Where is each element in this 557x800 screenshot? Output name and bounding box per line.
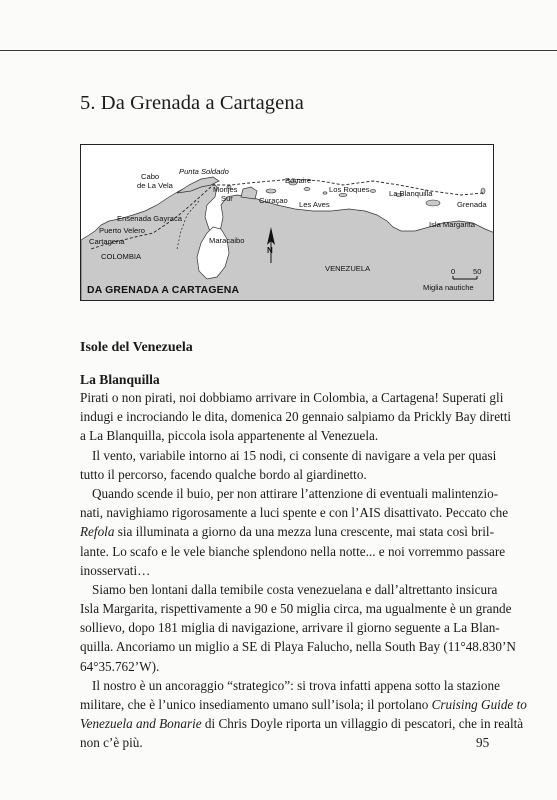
body-line: non c’è più. (80, 735, 143, 751)
scale-unit-label: Miglia nautiche (423, 283, 474, 292)
section-heading: Isole del Venezuela (80, 340, 193, 355)
body-line: Il vento, variabile intorno ai 15 nodi, ci consente di navigare a vela per quasi (92, 447, 497, 463)
map-label-grenada: Grenada (457, 200, 487, 209)
map-label-ensenada-gayraca: Ensenada Gayraca (117, 214, 183, 223)
header-rule (0, 50, 557, 51)
body-line-fragment: sia illuminata a giorno da una mezza luna crescente, mai stata così bril- (117, 524, 494, 540)
body-line: Quando scende il buio, per non attirare l’attenzione di eventuali malintenzio- (92, 485, 499, 501)
body-line: sollievo, dopo 181 miglia di navigazione, arrivare il giorno seguente a La Blan- (80, 620, 500, 636)
guide-title-part1: Cruising Guide to (431, 697, 527, 712)
subheading: La Blanquilla (80, 372, 160, 387)
scale-end-label: 50 (473, 267, 482, 276)
scale-start-label: 0 (451, 267, 456, 276)
route-map-drawing (81, 145, 494, 301)
body-line: Pirati o non pirati, noi dobbiamo arrivare in Colombia, a Cartagena! Superati gli (80, 390, 504, 405)
map-label-punta-soldado: Punta Soldado (179, 167, 229, 176)
map-label-isla-margarita: Isla Margarita (429, 220, 476, 229)
body-line-fragment: di Chris Doyle riporta un villaggio di pescatori, che in realtà (204, 716, 524, 732)
map-label-monjes: Monjes (213, 185, 238, 194)
map-label-sur: Sur (221, 194, 233, 203)
map-label-cabo-1: Cabo (141, 172, 160, 181)
body-line: Siamo ben lontani dalla temibile costa venezuelana e dall’altrettanto insicura (92, 581, 498, 597)
body-line: Isla Margarita, rispettivamente a 90 e 50 miglia circa, ma ugualmente è un grande (80, 601, 512, 617)
body-line: inosservati… (80, 562, 151, 578)
map-label-cartagena: Cartagena (89, 237, 125, 246)
map-label-puerto-velero: Puerto Velero (99, 226, 146, 235)
north-label: N (267, 246, 273, 255)
body-line: a La Blanquilla, piccola isola appartenente al Venezuela. (80, 428, 379, 444)
body-line: nati, navighiamo rigorosamente a luci spente e con l’AIS disattivato. Peccato che (80, 505, 509, 521)
map-label-colombia: COLOMBIA (101, 252, 142, 261)
map-label-maracaibo: Maracaibo (209, 236, 245, 245)
body-line: lante. Lo scafo e le vele bianche splendono nella notte... e noi vorremmo passare (80, 543, 506, 559)
body-text (80, 388, 527, 753)
body-line: Il nostro è un ancoraggio “strategico”: si trova infatti appena sotto la stazione (92, 677, 500, 693)
page-number: 95 (476, 735, 490, 750)
guide-title-part2: Venezuela and Bonarie (80, 716, 202, 732)
body-line (80, 695, 527, 714)
body-line: tutto il percorso, facendo qualche bordo al giardinetto. (80, 466, 367, 482)
body-line (80, 714, 524, 733)
map-label-venezuela: VENEZUELA (325, 264, 371, 273)
body-line (80, 522, 494, 541)
boat-name: Refola (80, 524, 115, 540)
map-label-les-aves: Les Aves (299, 200, 330, 209)
map-label-los-roques: Los Roques (329, 185, 370, 194)
route-map (80, 144, 494, 301)
map-caption: DA GRENADA A CARTAGENA (87, 285, 240, 296)
body-line: 64°35.762’W). (80, 658, 160, 674)
paraguana-peninsula (241, 187, 257, 199)
map-label-curacao: Curaçao (259, 196, 288, 205)
body-line: indugi e incrociando le dita, domenica 20 gennaio salpiamo da Prickly Bay diretti (80, 409, 512, 425)
chapter-title: 5. Da Grenada a Cartagena (80, 92, 304, 114)
body-line: quilla. Ancoriamo un miglio a SE di Playa Falucho, nella South Bay (11°48.830’N (80, 639, 516, 655)
body-line-fragment: militare, che è l’unico insediamento umano sull’isola; il portolano (80, 697, 429, 712)
map-label-la-blanquilla: La Blanquilla (389, 189, 433, 198)
map-label-cabo-2: de La Vela (137, 181, 173, 190)
map-label-bonaire: Bonaire (285, 176, 312, 185)
